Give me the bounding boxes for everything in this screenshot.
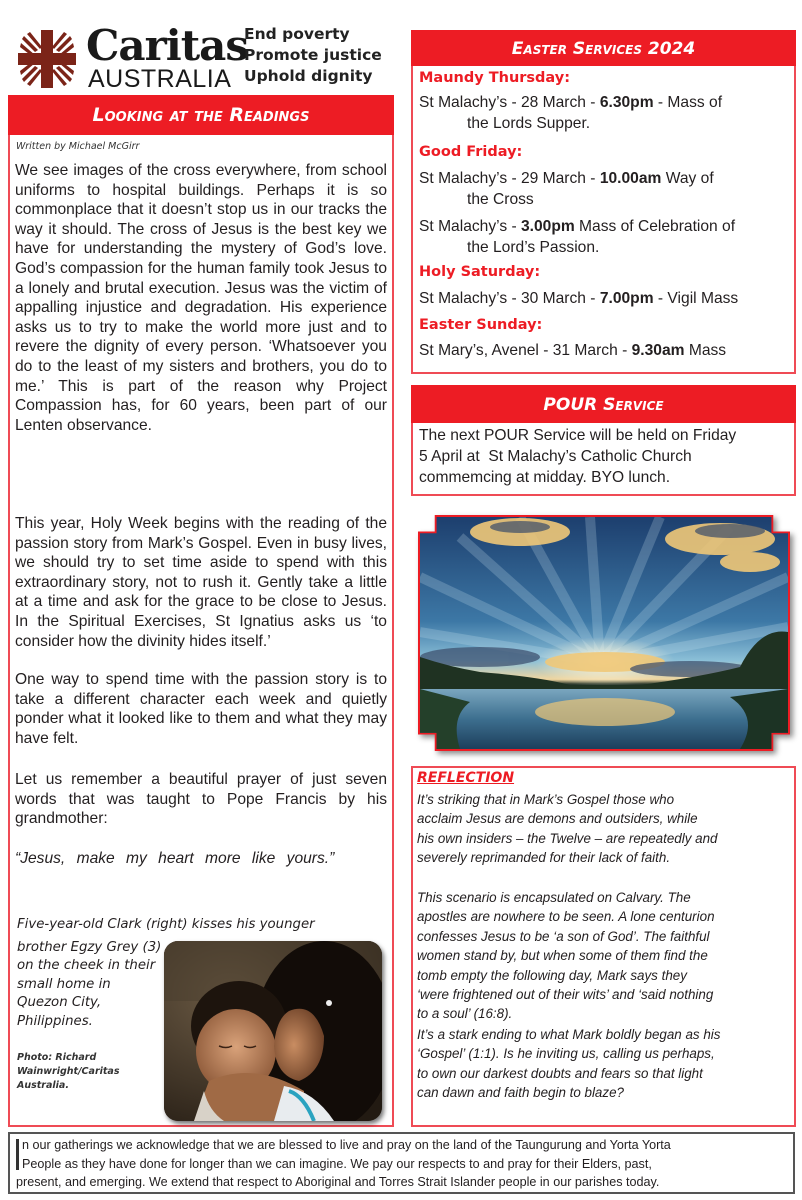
reflection-line: This scenario is encapsulated on Calvary. The — [417, 890, 691, 905]
caritas-cross-icon — [16, 28, 78, 90]
day-heading-good-friday: Good Friday: — [419, 144, 523, 160]
reflection-paragraph — [417, 790, 795, 868]
service-time: 10.00am — [599, 170, 662, 187]
service-description: - Vigil Mass — [653, 290, 739, 307]
reflection-line: tomb empty the following day, Mark says they — [417, 967, 687, 983]
reflection-title: REFLECTION — [417, 770, 515, 786]
photo-caption-continued: brother Egzy Grey (3) on the cheek in their small home in Quezon City, Philippines. — [17, 940, 162, 1029]
service-time: 3.00pm — [520, 218, 575, 235]
children-photo — [164, 941, 382, 1121]
sunrise-illustration — [420, 517, 788, 749]
pour-line: The next POUR Service will be held on Friday — [419, 427, 737, 444]
reflection-line: women stand by, but when some of them find the — [417, 948, 708, 964]
reflection-line: ‘were frightened out of their wits’ and ‘said nothing — [417, 987, 714, 1003]
service-location: St Malachy’s - — [419, 218, 521, 235]
acknowledgement-line: People as they have done for longer than we can imagine. We pay our respects to and pray for their Elders, past, — [22, 1156, 652, 1171]
reflection-paragraph — [417, 888, 795, 1024]
service-description-continued: the Lord’s Passion. — [467, 239, 600, 256]
service-time: 6.30pm — [599, 94, 654, 111]
day-heading-easter-sunday: Easter Sunday: — [419, 317, 543, 333]
drop-cap-i — [16, 1139, 19, 1170]
reflection-line: acclaim Jesus are demons and outsiders, while — [417, 811, 698, 827]
byline: Written by Michael McGirr — [16, 141, 140, 152]
easter-services-box — [411, 66, 796, 374]
reflection-line: can dawn and faith begin to blaze? — [417, 1085, 624, 1101]
reflection-line: to own our darkest doubts and fears so that light — [417, 1065, 703, 1081]
pour-service-text — [419, 425, 794, 488]
reflection-line: apostles are nowhere to be seen. A lone centurion — [417, 909, 715, 925]
prayer-quote: “Jesus, make my heart more like yours.” — [15, 850, 335, 867]
brand-country: AUSTRALIA — [88, 65, 232, 93]
tagline-line: Promote justice — [244, 46, 382, 64]
readings-article — [8, 135, 394, 1127]
service-description: Mass of Celebration of — [574, 218, 736, 235]
reflection-paragraph — [417, 1025, 795, 1103]
readings-heading: Looking at the Readings — [8, 95, 394, 135]
service-time: 7.00pm — [599, 290, 654, 307]
service-location: St Malachy’s - 28 March - — [419, 94, 600, 111]
children-photo-illustration — [164, 941, 382, 1121]
brand-name: Caritas — [86, 21, 248, 70]
photo-content — [420, 517, 788, 749]
photo-caption: Five-year-old Clark (right) kisses his younger — [17, 917, 315, 932]
service-description: - Mass of — [653, 94, 723, 111]
pour-service-box — [411, 423, 796, 496]
acknowledgement-line: n our gatherings we acknowledge that we are blessed to live and pray on the land of the Taungurung and Yorta Yorta — [22, 1138, 671, 1152]
service-description: Way of — [661, 170, 714, 187]
reflection-line: ‘Gospel’ (1:1). Is he inviting us, calling us perhaps, — [417, 1046, 715, 1062]
service-time: 9.30am — [631, 342, 685, 359]
service-description: Mass — [684, 342, 727, 359]
reflection-line: to a soul’ (16:8). — [417, 1006, 513, 1022]
article-paragraph: This year, Holy Week begins with the reading of the passion story from Mark’s Gospel. Even in busy lives, we should try to set time aside to spend with this extraordinary story, not to rush it. Gently take a little at a time and ask for the grace to be close to Jesus. In the Spiritual Exercises, St Ignatius asks us ‘to consider how the divinity hides itself.’ — [15, 515, 387, 650]
day-heading-holy-saturday: Holy Saturday: — [419, 264, 541, 280]
pour-service-heading: POUR Service — [411, 385, 796, 423]
acknowledgement-of-country — [8, 1132, 795, 1194]
reflection-line: his own insiders – the Twelve – are repeatedly and — [417, 830, 718, 846]
pour-line: 5 April at St Malachy’s Catholic Church — [419, 448, 692, 465]
easter-services-heading: Easter Services 2024 — [411, 30, 796, 66]
service-entry — [419, 168, 795, 210]
reflection-line: severely reprimanded for their lack of faith. — [417, 850, 671, 866]
service-description-continued: the Cross — [467, 191, 534, 208]
pour-line: commemcing at midday. BYO lunch. — [419, 469, 671, 486]
day-heading-maundy-thursday: Maundy Thursday: — [419, 70, 571, 86]
reflection-line: It’s a stark ending to what Mark boldly began as his — [417, 1027, 721, 1042]
reflection-line: It’s striking that in Mark’s Gospel those who — [417, 792, 675, 807]
service-location: St Malachy’s - 30 March - — [419, 290, 600, 307]
service-description-continued: the Lords Supper. — [467, 115, 591, 132]
tagline-line: End poverty — [244, 25, 350, 43]
service-entry — [419, 288, 795, 309]
tagline-line: Uphold dignity — [244, 67, 373, 85]
acknowledgement-line: present, and emerging. We extend that respect to Aboriginal and Torres Strait Islander people in our parishes today. — [16, 1175, 660, 1189]
service-location: St Malachy’s - 29 March - — [419, 170, 600, 187]
service-entry — [419, 340, 795, 361]
article-paragraph: One way to spend time with the passion story is to take a different character each week and quietly ponder what it looked like to them and what they may have felt. — [15, 671, 387, 747]
service-entry — [419, 216, 795, 258]
tagline — [244, 24, 382, 87]
reflection-line: confesses Jesus to be ‘a son of God’. The faithful — [417, 928, 710, 944]
article-paragraph: Let us remember a beautiful prayer of just seven words that was taught to Pope Francis by his grandmother: — [15, 771, 387, 828]
photo-credit: Photo: Richard Wainwright/Caritas Australia. — [17, 1052, 120, 1091]
article-paragraph: We see images of the cross everywhere, from school uniforms to hospital buildings. Perhaps it is so commonplace that it doesn’t stop us in our tracks the way it should. The cross of Jesus is the best key we have for understanding the mystery of God’s love. God’s compassion for the human family took Jesus to a lonely and brutal execution. Jesus was the victim of appalling injustice and degradation. His experience asks us to try to make the world more just and to revere the dignity of every person. ‘Whatsoever you do to the least of my sisters and brothers, you do to me.’ This is part of the reason why Project Compassion has, for 60 years, been part of our Lenten observance. — [15, 162, 387, 434]
service-entry — [419, 92, 795, 134]
service-location: St Mary’s, Avenel - 31 March - — [419, 342, 632, 359]
reflection-box — [411, 766, 796, 1127]
sunrise-lake-photo — [418, 515, 790, 751]
